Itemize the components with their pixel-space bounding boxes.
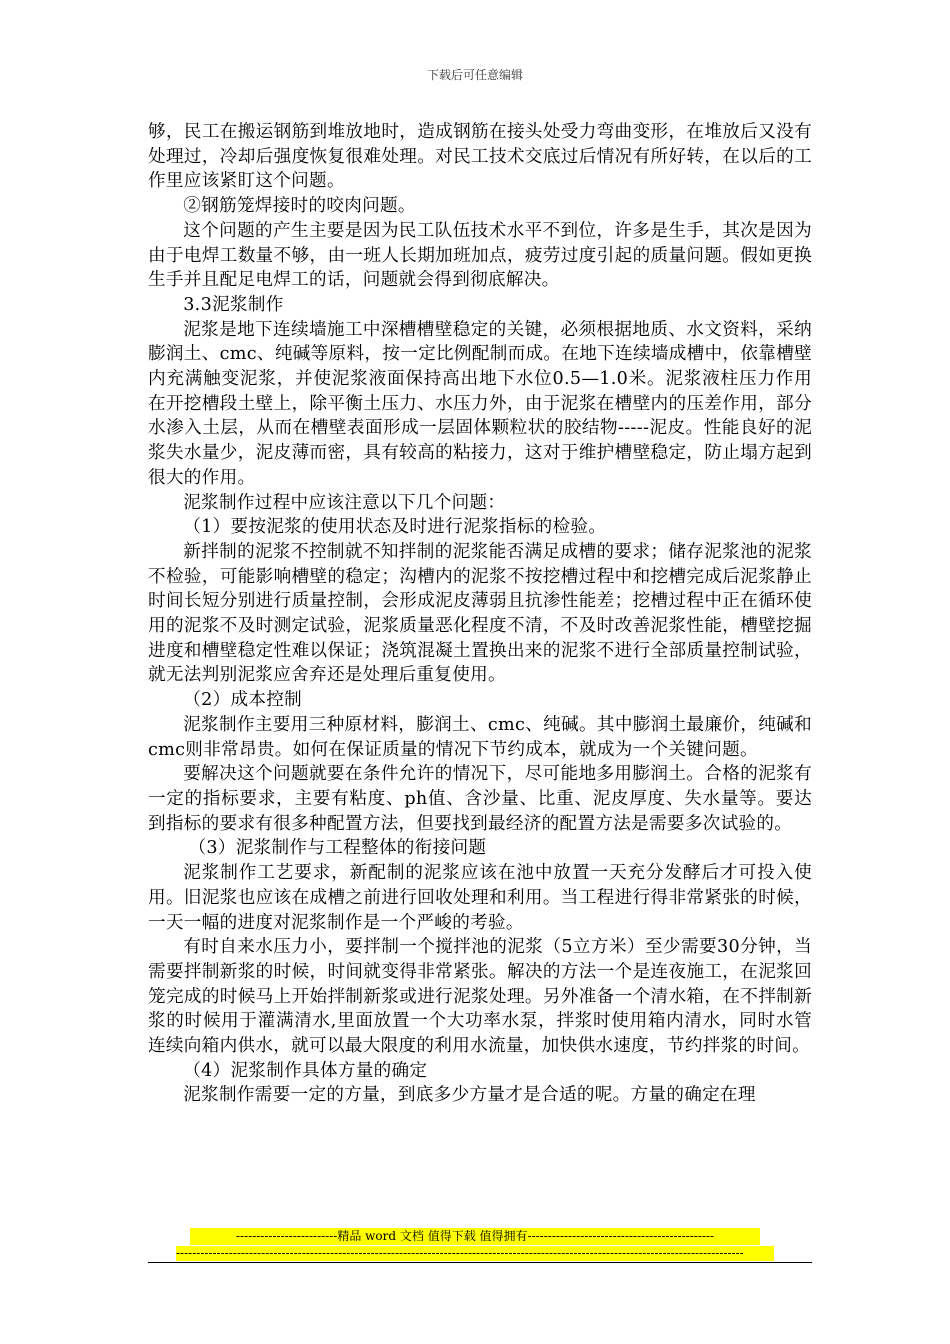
paragraph: 有时自来水压力小，要拌制一个搅拌池的泥浆（5立方米）至少需要30分钟，当需要拌制新浆的时候，时间就变得非常紧张。解决的方法一个是连夜施工，在泥浆回笼完成的时候马上开始拌制新浆或进行泥浆处理。另外准备一个清水箱，在不拌制新浆的时候用于灌满清水,里面放置一个大功率水泵，拌浆时使用箱内清水，同时水管连续向箱内供水，就可以最大限度的利用水流量，加快供水速度，节约拌浆的时间。 — [148, 937, 812, 1057]
paragraph: 泥浆制作主要用三种原材料，膨润土、cmc、纯碱。其中膨润土最廉价，纯碱和cmc则非常昂贵。如何在保证质量的情况下节约成本，就成为一个关键问题。 — [148, 714, 812, 760]
subheading: （3）泥浆制作与工程整体的衔接问题 — [188, 838, 487, 859]
section-heading: 3.3泥浆制作 — [183, 294, 284, 315]
subheading: （1）要按泥浆的使用状态及时进行泥浆指标的检验。 — [183, 517, 607, 538]
footer-banner-line1: -------------------------精品 word 文档 值得下载 值得拥有---------------------------------------------- — [190, 1228, 760, 1245]
subheading: ②钢筋笼焊接时的咬肉问题。 — [183, 196, 416, 217]
paragraph: 泥浆制作过程中应该注意以下几个问题： — [183, 492, 506, 513]
paragraph: 这个问题的产生主要是因为民工队伍技术水平不到位，许多是生手，其次是因为由于电焊工数量不够，由一班人长期加班加点，疲劳过度引起的质量问题。假如更换生手并且配足电焊工的话，问题就会得到彻底解决。 — [148, 220, 812, 291]
subheading: （2）成本控制 — [183, 690, 303, 711]
paragraph: 泥浆制作需要一定的方量，到底多少方量才是合适的呢。方量的确定在理 — [183, 1085, 756, 1106]
paragraph: 泥浆制作工艺要求，新配制的泥浆应该在池中放置一天充分发酵后才可投入使用。旧泥浆也应该在成槽之前进行回收处理和利用。当工程进行得非常紧张的时候，一天一幅的进度对泥浆制作是一个严峻的考验。 — [148, 863, 812, 933]
paragraph: 泥浆是地下连续墙施工中深槽槽壁稳定的关键，必须根据地质、水文资料，采纳膨润土、cmc、纯碱等原料，按一定比例配制而成。在地下连续墙成槽中，依靠槽壁内充满触变泥浆，并使泥浆液面保持高出地下水位0.5—1.0米。泥浆液柱压力作用在开挖槽段土壁上，除平衡土压力、水压力外，由于泥浆在槽壁内的压差作用，部分水渗入土层，从而在槽壁表面形成一层固体颗粒状的胶结物-----泥皮。性能良好的泥浆失水量少，泥皮薄而密，具有较高的粘接力，这对于维护槽壁稳定，防止塌方起到很大的作用。 — [148, 319, 812, 488]
paragraph: 新拌制的泥浆不控制就不知拌制的泥浆能否满足成槽的要求；储存泥浆池的泥浆不检验，可能影响槽壁的稳定；沟槽内的泥浆不按挖槽过程中和挖槽完成后泥浆静止时间长短分别进行质量控制，会形成泥皮薄弱且抗渗性能差；挖槽过程中正在循环使用的泥浆不及时测定试验，泥浆质量恶化程度不清，不及时改善泥浆性能，槽壁挖掘进度和槽壁稳定性难以保证；浇筑混凝土置换出来的泥浆不进行全部质量控制试验，就无法判别泥浆应舍弃还是处理后重复使用。 — [148, 541, 812, 686]
paragraph: 够，民工在搬运钢筋到堆放地时，造成钢筋在接头处受力弯曲变形，在堆放后又没有处理过，冷却后强度恢复很难处理。对民工技术交底过后情况有所好转，在以后的工作里应该紧盯这个问题。 — [148, 122, 812, 192]
document-body — [148, 120, 812, 1108]
paragraph: 要解决这个问题就要在条件允许的情况下，尽可能地多用膨润土。合格的泥浆有一定的指标要求，主要有粘度、ph值、含沙量、比重、泥皮厚度、失水量等。要达到指标的要求有很多种配置方法，但要找到最经济的配置方法是需要多次试验的。 — [148, 764, 812, 834]
subheading: （4）泥浆制作具体方量的确定 — [183, 1060, 428, 1081]
footer-divider — [148, 1262, 812, 1263]
footer-banner-line2: -------------------------------------------------------------------------------------------------------------------------------------------- — [176, 1246, 774, 1261]
page-header: 下载后可任意编辑 — [426, 68, 523, 82]
